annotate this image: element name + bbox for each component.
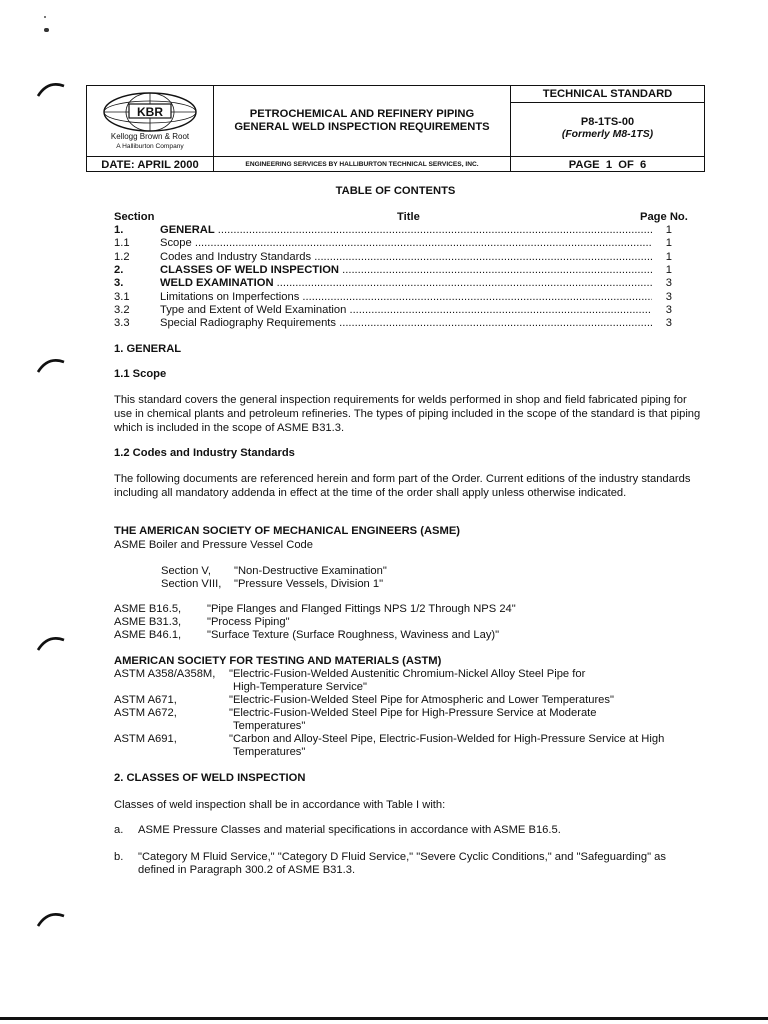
scan-mark bbox=[44, 28, 49, 32]
asme-ref-code: ASME B16.5, bbox=[114, 603, 182, 615]
list-marker: b. bbox=[114, 851, 124, 863]
toc-row bbox=[114, 224, 674, 238]
bpvc-code: Section V, bbox=[161, 565, 211, 577]
asme-subheading: ASME Boiler and Pressure Vessel Code bbox=[114, 539, 313, 551]
astm-heading: AMERICAN SOCIETY FOR TESTING AND MATERIALS (ASTM) bbox=[114, 655, 442, 667]
toc-section-number: 3.3 bbox=[114, 317, 130, 330]
toc-page-number: 3 bbox=[665, 317, 672, 330]
toc-section-title: WELD EXAMINATION ..... bbox=[160, 277, 652, 290]
toc-row bbox=[114, 251, 674, 265]
toc-section-title: Codes and Industry Standards ..... bbox=[160, 251, 652, 264]
toc-section-title: Special Radiography Requirements ..... bbox=[160, 317, 652, 330]
astm-ref-title: "Carbon and Alloy-Steel Pipe, Electric-Fusion-Welded for High-Pressure Service at High bbox=[229, 733, 665, 745]
list-item-text: "Category M Fluid Service," "Category D Fluid Service," "Severe Cyclic Conditions," and "Safeguarding" as defined in Paragraph 300.2 of ASME B31.3. bbox=[138, 851, 666, 876]
codes-paragraph: The following documents are referenced herein and form part of the Order. Current editions of the industry standards including all mandatory addenda in effect at the time of the order shall apply unless otherwise indicated. bbox=[114, 473, 691, 499]
toc-row bbox=[114, 317, 674, 331]
toc-section-title: GENERAL ..... bbox=[160, 224, 652, 237]
document-header bbox=[86, 85, 705, 172]
toc-page-number: 1 bbox=[665, 250, 672, 263]
toc-page-number: 3 bbox=[665, 290, 672, 303]
toc-col-page: Page No. bbox=[640, 211, 688, 223]
toc-section-number: 3.2 bbox=[114, 303, 130, 316]
heading-general: 1. GENERAL bbox=[114, 343, 182, 355]
toc-page-number: 3 bbox=[665, 277, 672, 290]
toc-section-title: Scope ..... bbox=[160, 237, 652, 250]
toc-row bbox=[114, 304, 674, 318]
document-number: P8-1TS-00 bbox=[580, 116, 635, 128]
scan-mark bbox=[44, 16, 46, 18]
list-item-text: ASME Pressure Classes and material specifications in accordance with ASME B16.5. bbox=[138, 824, 561, 836]
heading-classes: 2. CLASSES OF WELD INSPECTION bbox=[114, 772, 306, 784]
astm-ref-title-cont: Temperatures" bbox=[233, 746, 306, 758]
astm-ref-title-cont: Temperatures" bbox=[233, 720, 306, 732]
toc-page-number: 1 bbox=[665, 224, 672, 236]
toc-heading: TABLE OF CONTENTS bbox=[335, 185, 456, 197]
asme-ref-code: ASME B31.3, bbox=[114, 616, 182, 628]
astm-ref-code: ASTM A671, bbox=[114, 694, 177, 706]
toc-row bbox=[114, 291, 674, 305]
scan-bottom-edge bbox=[0, 1017, 768, 1020]
astm-ref-title: "Electric-Fusion-Welded Steel Pipe for High-Pressure Service at Moderate bbox=[229, 707, 597, 719]
toc-section-number: 3. bbox=[114, 277, 124, 290]
classes-paragraph: Classes of weld inspection shall be in accordance with Table I with: bbox=[114, 799, 446, 811]
binder-hole-mark bbox=[36, 80, 66, 98]
asme-ref-title: "Pipe Flanges and Flanged Fittings NPS 1/2 Through NPS 24" bbox=[207, 603, 516, 615]
toc-row bbox=[114, 277, 674, 291]
asme-ref-title: "Process Piping" bbox=[207, 616, 290, 628]
binder-hole-mark bbox=[36, 356, 66, 374]
document-type: TECHNICAL STANDARD bbox=[542, 88, 673, 100]
page-number: PAGE 1 OF 6 bbox=[568, 159, 647, 171]
asme-ref-code: ASME B46.1, bbox=[114, 629, 182, 641]
former-number: (Formerly M8-1TS) bbox=[561, 129, 654, 140]
toc-section-title: Type and Extent of Weld Examination ..... bbox=[160, 304, 652, 317]
toc-section-title: Limitations on Imperfections ..... bbox=[160, 291, 652, 304]
asme-heading: THE AMERICAN SOCIETY OF MECHANICAL ENGINEERS (ASME) bbox=[114, 525, 461, 537]
bpvc-title: "Pressure Vessels, Division 1" bbox=[234, 578, 384, 590]
document-date: DATE: APRIL 2000 bbox=[101, 159, 199, 171]
binder-hole-mark bbox=[36, 910, 66, 928]
astm-ref-code: ASTM A358/A358M, bbox=[114, 668, 216, 680]
bpvc-title: "Non-Destructive Examination" bbox=[234, 565, 387, 577]
logo-text: KBR bbox=[137, 105, 163, 119]
heading-scope: 1.1 Scope bbox=[114, 368, 167, 380]
scope-paragraph: This standard covers the general inspection requirements for welds performed in shop and field fabricated piping for use in chemical plants and petroleum refineries. The types of piping included in the scope of the standard is that piping which is included in the scope of ASME B31.3. bbox=[114, 394, 701, 434]
services-note: ENGINEERING SERVICES BY HALLIBURTON TECHNICAL SERVICES, INC. bbox=[245, 161, 479, 168]
toc-section-title: CLASSES OF WELD INSPECTION ..... bbox=[160, 264, 652, 277]
toc-section-number: 3.1 bbox=[114, 290, 130, 303]
toc-col-title: Title bbox=[397, 211, 420, 223]
toc-row bbox=[114, 264, 674, 278]
astm-ref-code: ASTM A672, bbox=[114, 707, 177, 719]
list-marker: a. bbox=[114, 824, 124, 836]
company-subtitle: A Halliburton Company bbox=[116, 143, 184, 150]
bpvc-code: Section VIII, bbox=[161, 578, 222, 590]
company-name: Kellogg Brown & Root bbox=[110, 132, 190, 141]
astm-ref-code: ASTM A691, bbox=[114, 733, 177, 745]
toc-section-number: 1.1 bbox=[114, 237, 130, 250]
binder-hole-mark bbox=[36, 634, 66, 652]
astm-ref-title: "Electric-Fusion-Welded Austenitic Chromium-Nickel Alloy Steel Pipe for bbox=[229, 668, 586, 680]
toc-page-number: 3 bbox=[665, 303, 672, 316]
heading-codes: 1.2 Codes and Industry Standards bbox=[114, 447, 295, 459]
toc-section-number: 1. bbox=[114, 224, 124, 236]
asme-ref-title: "Surface Texture (Surface Roughness, Waviness and Lay)" bbox=[207, 629, 500, 641]
astm-ref-title: "Electric-Fusion-Welded Steel Pipe for Atmospheric and Lower Temperatures" bbox=[229, 694, 614, 706]
kbr-logo bbox=[87, 86, 213, 156]
toc-page-number: 1 bbox=[665, 237, 672, 250]
toc-section-number: 1.2 bbox=[114, 250, 130, 263]
toc-row bbox=[114, 237, 674, 251]
toc-col-section: Section bbox=[114, 211, 155, 223]
toc-section-number: 2. bbox=[114, 263, 124, 276]
astm-ref-title-cont: High-Temperature Service" bbox=[233, 681, 367, 693]
document-title: PETROCHEMICAL AND REFINERY PIPING GENERAL WELD INSPECTION REQUIREMENTS bbox=[234, 108, 490, 133]
toc-page-number: 1 bbox=[665, 263, 672, 276]
